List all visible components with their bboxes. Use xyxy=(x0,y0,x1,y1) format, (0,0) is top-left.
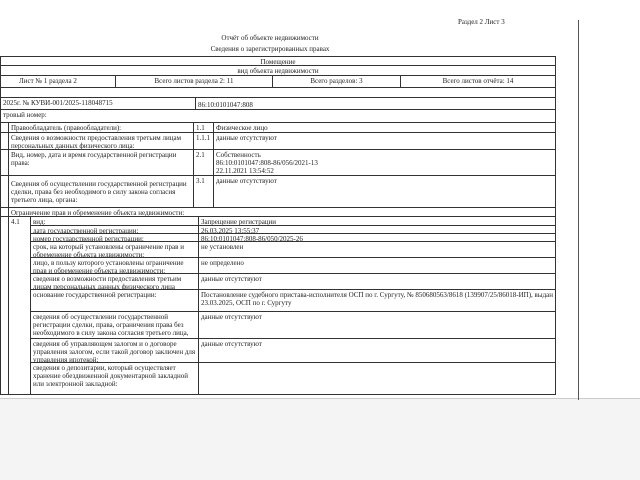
restriction-item-label: сведения о депозитарии, который осуществляет хранение обездвиженной документарной закладной или электронной закладной: xyxy=(31,363,199,394)
report-title: Отчёт об объекте недвижимости xyxy=(221,34,319,42)
restriction-item-value: Запрещение регистрации xyxy=(201,218,277,225)
row-value: Физическое лицо xyxy=(216,124,268,132)
restriction-item-value: 26.03.2025 13:55:37 xyxy=(201,227,260,233)
restriction-title: Ограничение прав и обременение объекта недвижимости: xyxy=(11,209,185,216)
restriction-item-label: срок, на который установлены ограничение прав и обременение объекта недвижимости: xyxy=(31,242,199,257)
restriction-item-value: не определено xyxy=(201,259,244,267)
restriction-item xyxy=(31,217,555,226)
request-row xyxy=(0,98,556,110)
restriction-item xyxy=(31,258,555,274)
sheet-number: Лист № 1 раздела 2 xyxy=(1,76,116,87)
restriction-item xyxy=(31,274,555,290)
restriction-item-value: не установлен xyxy=(201,243,244,251)
object-type-label: вид объекта недвижимости xyxy=(237,67,319,75)
row-num: 1.1.1 xyxy=(194,133,214,149)
restriction-item xyxy=(31,290,555,312)
restriction-item-value: данные отсутствуют xyxy=(201,312,262,321)
right-number: 86:10:0101047:808-86/056/2021-13 xyxy=(216,159,318,167)
restriction-item-label: лицо, в пользу которого установлены ограничение прав и обременение объекта недвижимости: xyxy=(31,258,199,273)
restriction-item-value xyxy=(199,363,555,394)
restriction-item-value: данные отсутствуют xyxy=(201,275,262,283)
row-num: 1.1 xyxy=(194,123,214,132)
restriction-item-label: номер государственной регистрации: xyxy=(31,234,199,241)
restriction-item xyxy=(31,312,555,339)
restriction-item-label: сведения о возможности предоставления третьим лицам персональных данных физического лица xyxy=(31,274,199,289)
section-sheet-label: Раздел 2 Лист 3 xyxy=(458,18,505,26)
restriction-item-label: сведения об осуществлении государственной регистрации сделки, права, ограничения права без необходимого в силу закона согласия третьего лица, xyxy=(31,312,199,338)
sheet-info-row xyxy=(0,76,556,88)
restriction-item-label: сведения об управляющем залогом и о договоре управления залогом, если такой договор заключен для управления ипотекой: xyxy=(31,339,199,362)
cadastral-label-row xyxy=(0,110,556,123)
row-value: данные отсутствуют xyxy=(216,177,277,185)
object-type-value-row xyxy=(0,56,556,66)
row-label: Правообладатель (правообладатели): xyxy=(9,123,194,132)
restriction-item-value: Постановление судебного пристава-исполнителя ОСП по г. Сургуту, № 850680563/8618 (139907/25/86018-ИП), выдан 23.03.2025, ОСП по г. Сургуту xyxy=(201,291,553,307)
row-value: данные отсутствуют xyxy=(216,134,277,142)
restriction-item-value: 86:10:0101047:808-86/050/2025-26 xyxy=(201,235,303,241)
restriction-item-label: вид: xyxy=(31,217,199,225)
restriction-item xyxy=(31,226,555,234)
row-label: Вид, номер, дата и время государственной регистрации права: xyxy=(9,150,194,175)
restriction-item-label: дата государственной регистрации: xyxy=(31,226,199,233)
row-label: Сведения об осуществлении государственной регистрации сделки, права без необходимого в силу закона согласия третьего лица, органа: xyxy=(9,176,194,207)
restriction-item xyxy=(31,339,555,363)
sections-count: Всего разделов: 3 xyxy=(273,76,401,87)
row-num: 3.1 xyxy=(194,176,214,207)
row-label: Сведения о возможности предоставления третьим лицам персональных данных физического лица: xyxy=(9,133,194,149)
section-sheets-count: Всего листов раздела 2: 11 xyxy=(116,76,273,87)
right-date: 22.11.2021 13:54:52 xyxy=(216,167,274,175)
restriction-item-label: основание государственной регистрации: xyxy=(31,290,199,311)
report-subtitle: Сведения о зарегистрированных правах xyxy=(210,45,330,53)
restriction-title-row xyxy=(0,208,556,217)
page-edge xyxy=(578,20,579,400)
restriction-item xyxy=(31,242,555,258)
row-num: 2.1 xyxy=(194,150,214,175)
cadastral-label: тровый номер: xyxy=(3,111,47,119)
restriction-item xyxy=(31,234,555,242)
object-type-value: Помещение xyxy=(260,58,296,65)
request-number: 2025г. № КУВИ-001/2025-118048715 xyxy=(1,98,196,109)
rights-row xyxy=(0,133,556,150)
right-type: Собственность xyxy=(216,151,261,159)
rights-row xyxy=(0,150,556,176)
blank-row xyxy=(0,88,556,98)
restriction-num: 4.1 xyxy=(9,217,31,394)
rights-row xyxy=(0,123,556,133)
restriction-item xyxy=(31,363,555,394)
scan-bottom-margin xyxy=(0,398,640,480)
cadastral-number: 86:10:0101047:808 xyxy=(198,101,253,109)
restriction-item-value: данные отсутствуют xyxy=(201,339,262,348)
rights-row xyxy=(0,176,556,208)
restriction-block xyxy=(0,217,556,395)
report-sheets-count: Всего листов отчёта: 14 xyxy=(442,77,514,85)
object-type-label-row xyxy=(0,66,556,76)
